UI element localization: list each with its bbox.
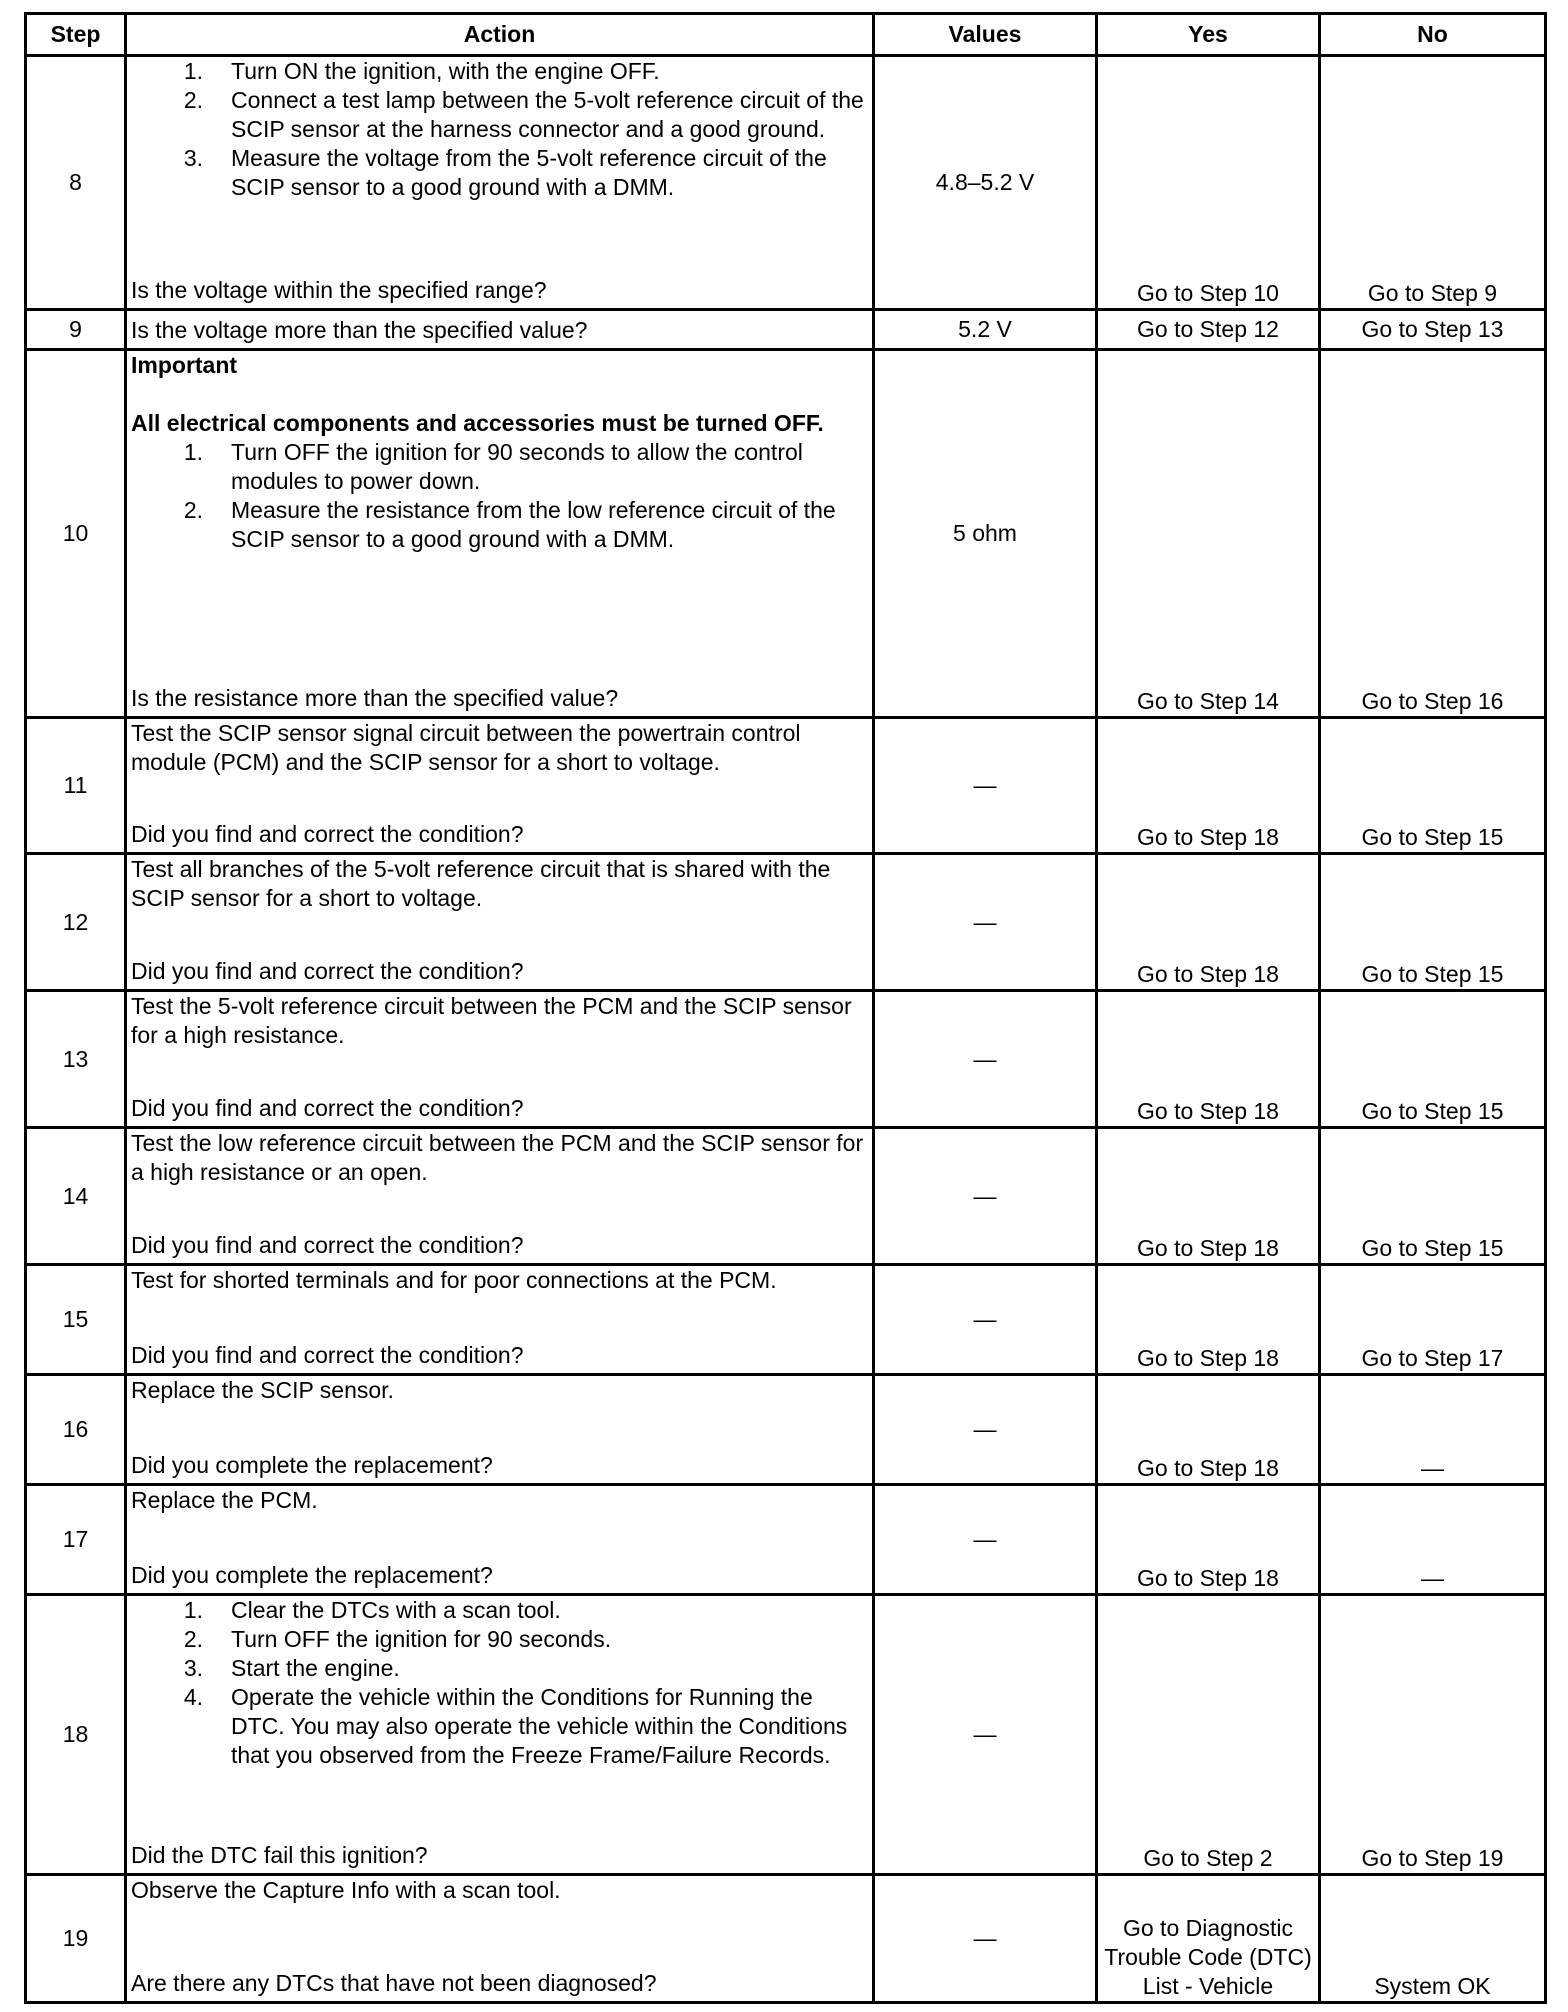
table-row [26,350,1546,718]
list-item-number: 3. [183,1655,203,1681]
action-question: Is the voltage within the specified range? [131,277,547,303]
diagnostic-table [24,12,1547,2004]
action-steps-list [131,438,868,554]
values-cell: — [874,854,1097,991]
no-cell: Go to Step 15 [1320,854,1546,991]
table-row [26,854,1546,991]
action-text: Test for shorted terminals and for poor connections at the PCM. [131,1267,777,1293]
action-cell [126,350,874,718]
action-question: Did you find and correct the condition? [131,1095,524,1121]
list-item [131,86,868,144]
no-cell: Go to Step 17 [1320,1265,1546,1375]
list-item-text: Measure the voltage from the 5-volt reference circuit of the SCIP sensor to a good ground with a DMM. [231,145,827,200]
step-cell: 12 [26,854,126,991]
list-item-number: 2. [183,1626,203,1652]
yes-cell: Go to Step 12 [1097,310,1320,350]
action-cell [126,718,874,854]
table-row [26,1875,1546,2003]
action-question: Are there any DTCs that have not been diagnosed? [131,1970,657,1996]
step-cell: 14 [26,1128,126,1265]
list-item-number: 2. [183,87,203,113]
action-question: Did you find and correct the condition? [131,1342,524,1368]
header-values: Values [874,14,1097,56]
yes-cell: Go to Step 18 [1097,1265,1320,1375]
no-cell: System OK [1320,1875,1546,2003]
yes-cell: Go to Step 18 [1097,1375,1320,1485]
yes-cell: Go to Step 10 [1097,56,1320,310]
action-steps-list [131,57,868,202]
list-item [131,1654,868,1683]
values-cell: — [874,1265,1097,1375]
no-cell: — [1320,1375,1546,1485]
no-cell: Go to Step 19 [1320,1595,1546,1875]
table-row [26,1375,1546,1485]
no-cell: Go to Step 16 [1320,350,1546,718]
table-row [26,1595,1546,1875]
action-cell [126,1485,874,1595]
list-item-text: Start the engine. [231,1655,400,1681]
action-question: Did you complete the replacement? [131,1562,493,1588]
list-item-number: 1. [183,58,203,84]
list-item-text: Measure the resistance from the low reference circuit of the SCIP sensor to a good ground with a DMM. [231,497,836,552]
table-row [26,1265,1546,1375]
yes-cell: Go to Step 18 [1097,991,1320,1128]
action-cell [126,1595,874,1875]
no-cell: Go to Step 15 [1320,1128,1546,1265]
action-cell [126,56,874,310]
values-cell: — [874,1128,1097,1265]
list-item-text: Connect a test lamp between the 5-volt reference circuit of the SCIP sensor at the harness connector and a good ground. [231,87,864,142]
important-note: All electrical components and accessories must be turned OFF. [131,410,824,436]
action-text: Test the low reference circuit between the PCM and the SCIP sensor for a high resistance or an open. [131,1130,864,1185]
step-cell: 16 [26,1375,126,1485]
list-item-text: Turn ON the ignition, with the engine OFF. [231,58,660,84]
list-item-number: 2. [183,497,203,523]
action-question: Did you complete the replacement? [131,1452,493,1478]
list-item-number: 1. [183,439,203,465]
list-item-number: 3. [183,145,203,171]
no-cell: Go to Step 15 [1320,991,1546,1128]
action-cell [126,1875,874,2003]
no-cell: Go to Step 13 [1320,310,1546,350]
list-item-text: Turn OFF the ignition for 90 seconds. [231,1626,612,1652]
step-cell: 13 [26,991,126,1128]
values-cell: 5.2 V [874,310,1097,350]
action-text: Test all branches of the 5-volt reference circuit that is shared with the SCIP sensor for a short to voltage. [131,856,831,911]
table-row [26,1128,1546,1265]
header-no: No [1320,14,1546,56]
step-cell: 19 [26,1875,126,2003]
table-row [26,56,1546,310]
action-text: Replace the PCM. [131,1487,318,1513]
values-cell: 4.8–5.2 V [874,56,1097,310]
action-question: Is the resistance more than the specified value? [131,685,619,711]
table-row [26,991,1546,1128]
list-item-number: 1. [183,1597,203,1623]
yes-cell: Go to Step 2 [1097,1595,1320,1875]
action-cell [126,1265,874,1375]
step-cell: 18 [26,1595,126,1875]
values-cell: — [874,718,1097,854]
yes-cell: Go to Step 18 [1097,1128,1320,1265]
no-cell: Go to Step 9 [1320,56,1546,310]
action-cell [126,1128,874,1265]
action-question: Is the voltage more than the specified value? [131,317,588,343]
yes-cell: Go to Step 14 [1097,350,1320,718]
action-question: Did you find and correct the condition? [131,821,524,847]
action-question: Did the DTC fail this ignition? [131,1842,428,1868]
step-cell: 11 [26,718,126,854]
step-cell: 8 [26,56,126,310]
no-cell: — [1320,1485,1546,1595]
values-cell: — [874,1375,1097,1485]
yes-cell: Go to Step 18 [1097,718,1320,854]
list-item-number: 4. [183,1684,203,1710]
list-item [131,144,868,202]
action-question: Did you find and correct the condition? [131,958,524,984]
values-cell: 5 ohm [874,350,1097,718]
action-cell [126,991,874,1128]
step-cell: 10 [26,350,126,718]
table-row [26,310,1546,350]
table-row [26,718,1546,854]
important-label: Important [131,352,238,378]
list-item [131,1625,868,1654]
step-cell: 15 [26,1265,126,1375]
list-item [131,496,868,554]
action-text: Test the SCIP sensor signal circuit between the powertrain control module (PCM) and the SCIP sensor for a short to voltage. [131,720,801,775]
header-yes: Yes [1097,14,1320,56]
action-cell [126,1375,874,1485]
step-cell: 9 [26,310,126,350]
action-cell [126,310,874,350]
action-cell [126,854,874,991]
list-item [131,438,868,496]
list-item-text: Turn OFF the ignition for 90 seconds to allow the control modules to power down. [231,439,803,494]
yes-cell: Go to Step 18 [1097,854,1320,991]
yes-cell: Go to Diagnostic Trouble Code (DTC) List - Vehicle [1097,1875,1320,2003]
list-item [131,57,868,86]
values-cell: — [874,1485,1097,1595]
list-item [131,1683,868,1770]
action-steps-list [131,1596,868,1770]
list-item [131,1596,868,1625]
header-step: Step [26,14,126,56]
header-action: Action [126,14,874,56]
table-row [26,1485,1546,1595]
action-text: Test the 5-volt reference circuit between the PCM and the SCIP sensor for a high resistance. [131,993,852,1048]
step-cell: 17 [26,1485,126,1595]
values-cell: — [874,991,1097,1128]
yes-cell: Go to Step 18 [1097,1485,1320,1595]
values-cell: — [874,1595,1097,1875]
header-row [26,14,1546,56]
list-item-text: Operate the vehicle within the Conditions for Running the DTC. You may also operate the vehicle within the Conditions that you observed from the Freeze Frame/Failure Records. [231,1684,848,1768]
action-question: Did you find and correct the condition? [131,1232,524,1258]
action-text: Replace the SCIP sensor. [131,1377,394,1403]
values-cell: — [874,1875,1097,2003]
list-item-text: Clear the DTCs with a scan tool. [231,1597,561,1623]
no-cell: Go to Step 15 [1320,718,1546,854]
action-text: Observe the Capture Info with a scan tool. [131,1877,561,1903]
